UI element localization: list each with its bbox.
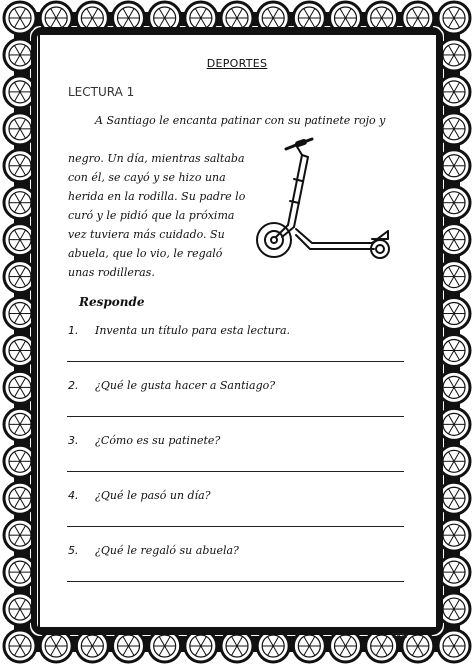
paragraph-line: vez tuviera más cuidado. Su (68, 228, 225, 241)
reading-paragraph-body (68, 149, 248, 282)
question-text: ¿Qué le pasó un día? (95, 489, 211, 502)
question-number: 2. (68, 379, 79, 392)
question-text: ¿Cómo es su patinete? (95, 434, 221, 447)
question-text: ¿Qué le gusta hacer a Santiago? (95, 379, 276, 392)
question-number: 1. (68, 324, 79, 337)
paragraph-line: abuela, que lo vio, le regaló (68, 247, 223, 260)
reading-paragraph-line-1: A Santiago le encanta patinar con su patinete rojo y (95, 114, 386, 127)
paragraph-line: curó y le pidió que la próxima (68, 209, 235, 222)
section-heading-responde: Responde (79, 295, 145, 309)
answer-line-1[interactable] (67, 361, 404, 362)
question-number: 3. (68, 434, 79, 447)
answer-line-4[interactable] (67, 526, 404, 527)
answer-line-2[interactable] (67, 416, 404, 417)
question-2 (68, 379, 275, 392)
paragraph-line: negro. Un día, mientras saltaba (68, 152, 245, 165)
paragraph-line: con él, se cayó y se hizo una (68, 171, 226, 184)
answer-line-5[interactable] (67, 581, 404, 582)
question-5 (68, 544, 239, 557)
paragraph-line: herida en la rodilla. Su padre lo (68, 190, 246, 203)
reading-label: LECTURA 1 (68, 85, 135, 99)
footer-initials: SRM (392, 632, 408, 640)
page-title: DEPORTES (206, 57, 268, 70)
scooter-icon (252, 135, 397, 267)
question-1 (68, 324, 290, 337)
question-text: Inventa un título para esta lectura. (95, 324, 291, 337)
question-3 (68, 434, 220, 447)
question-4 (68, 489, 211, 502)
question-text: ¿Qué le regaló su abuela? (95, 544, 239, 557)
question-number: 4. (68, 489, 79, 502)
question-number: 5. (68, 544, 79, 557)
paragraph-line: unas rodilleras. (68, 266, 155, 279)
answer-line-3[interactable] (67, 471, 404, 472)
